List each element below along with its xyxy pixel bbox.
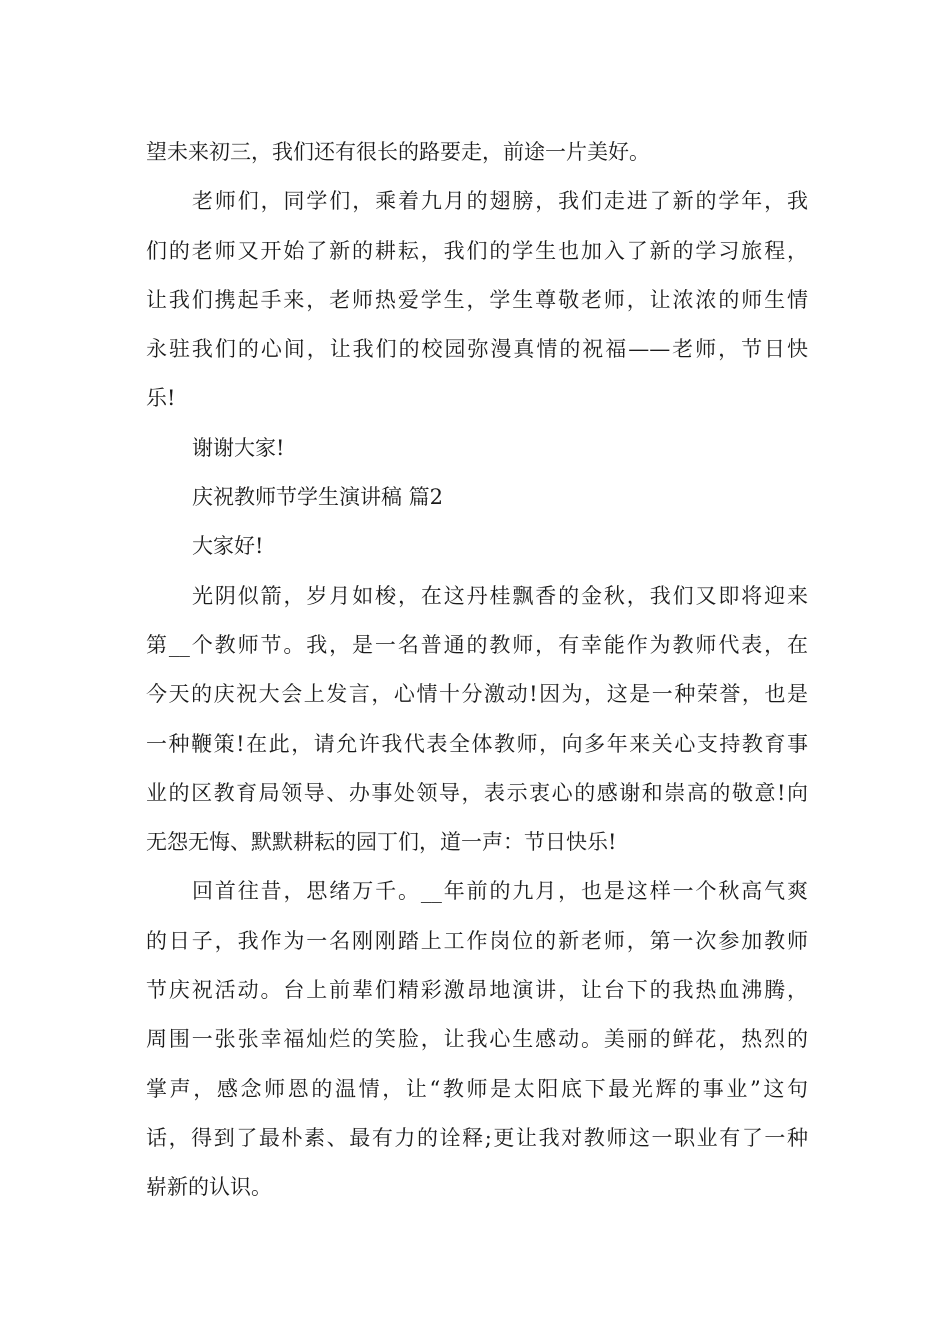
text-line: 节庆祝活动。台上前辈们精彩激昂地演讲，让台下的我热血沸腾， xyxy=(146,978,808,1003)
text-line: 永驻我们的心间，让我们的校园弥漫真情的祝福——老师，节日快 xyxy=(146,337,808,362)
paragraph-closing-wish xyxy=(146,128,808,177)
text-line: 第__个教师节。我，是一名普通的教师，有幸能作为教师代表，在 xyxy=(146,632,808,657)
text-line: 今天的庆祝大会上发言，心情十分激动!因为，这是一种荣誉，也是 xyxy=(146,682,808,707)
heading-text: 庆祝教师节学生演讲稿 篇2 xyxy=(192,485,444,510)
text-line: 崭新的认识。 xyxy=(146,1175,272,1200)
text-line: 让我们携起手来，老师热爱学生，学生尊敬老师，让浓浓的师生情 xyxy=(146,287,808,312)
text-line: 的日子，我作为一名刚刚踏上工作岗位的新老师，第一次参加教师 xyxy=(146,928,808,953)
text-line: 话，得到了最朴素、最有力的诠释;更让我对教师这一职业有了一种 xyxy=(146,1125,808,1150)
paragraph-teachers-students xyxy=(146,177,808,423)
paragraph-thanks xyxy=(146,424,808,473)
text-line: 望未来初三，我们还有很长的路要走，前途一片美好。 xyxy=(146,140,650,164)
paragraph-greeting xyxy=(146,522,808,571)
text-line: 业的区教育局领导、办事处领导，表示衷心的感谢和崇高的敬意!向 xyxy=(146,780,808,805)
text-line: 无怨无悔、默默耕耘的园丁们，道一声：节日快乐! xyxy=(146,830,617,855)
section-heading xyxy=(146,473,808,522)
text-line: 老师们，同学们，乘着九月的翅膀，我们走进了新的学年，我 xyxy=(192,189,808,214)
text-line: 光阴似箭，岁月如梭，在这丹桂飘香的金秋，我们又即将迎来 xyxy=(192,583,808,608)
text-line: 回首往昔，思绪万千。__年前的九月，也是这样一个秋高气爽 xyxy=(192,879,808,904)
text-line: 大家好! xyxy=(192,534,264,559)
text-line: 们的老师又开始了新的耕耘，我们的学生也加入了新的学习旅程， xyxy=(146,238,808,263)
paragraph-time-flies xyxy=(146,572,808,868)
text-line: 掌声，感念师恩的温情，让“教师是太阳底下最光辉的事业”这句 xyxy=(146,1076,808,1101)
paragraph-looking-back xyxy=(146,867,808,1212)
document-body xyxy=(146,128,808,1213)
text-line: 一种鞭策!在此，请允许我代表全体教师，向多年来关心支持教育事 xyxy=(146,731,808,756)
text-line: 周围一张张幸福灿烂的笑脸，让我心生感动。美丽的鲜花，热烈的 xyxy=(146,1027,808,1052)
text-line: 乐! xyxy=(146,386,176,411)
text-line: 谢谢大家! xyxy=(192,435,285,460)
